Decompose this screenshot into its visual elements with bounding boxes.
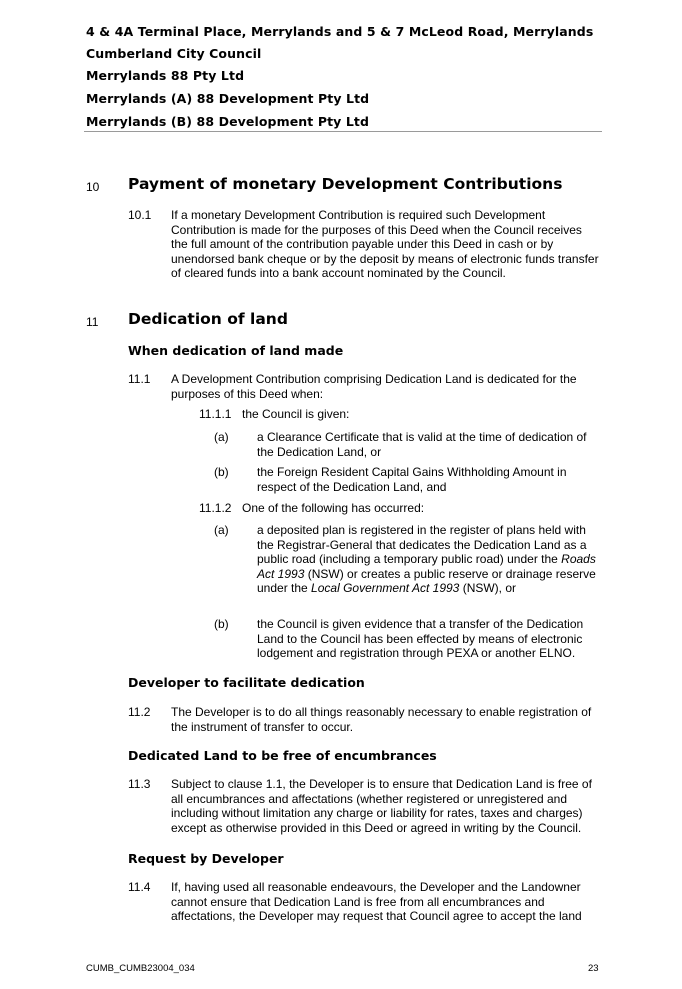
header-line-party-2: Merrylands (A) 88 Development Pty Ltd <box>86 91 370 106</box>
clause-11-1-2-a-text <box>257 523 602 596</box>
clause-11-1-1-label: 11.1.1 <box>199 407 232 421</box>
section-11-title: Dedication of land <box>128 310 288 328</box>
clause-11-1-text: A Development Contribution comprising Dedication Land is dedicated for the purposes of this Deed when: <box>171 372 577 401</box>
clause-11-1-2-b-label: (b) <box>214 617 229 631</box>
clause-11-1-1-a-text: a Clearance Certificate that is valid at the time of dedication of the Dedication Land, or <box>257 430 587 459</box>
clause-11-1-2-b-text: the Council is given evidence that a transfer of the Dedication Land to the Council has been effected by means of electronic lodgement and registration through PEXA or another ELNO. <box>257 617 584 661</box>
section-11-number: 11 <box>86 315 99 329</box>
clause-11-1-2-a-text-part2: (NSW) or creates a public reserve or drainage reserve under the <box>257 566 596 596</box>
roads-act-citation: Roads Act 1993 <box>257 552 596 581</box>
clause-11-1-2-a-label: (a) <box>214 523 229 537</box>
clause-11-1-2-a-text-part1: a deposited plan is registered in the register of plans held with the Registrar-General that dedicates the Dedication Land as a public road (including a temporary public road) under the <box>257 523 587 567</box>
clause-11-1-number: 11.1 <box>128 372 151 386</box>
clause-11-3-number: 11.3 <box>128 777 151 791</box>
header-line-party-1: Merrylands 88 Pty Ltd <box>86 68 245 83</box>
subheading-developer-facilitate: Developer to facilitate dedication <box>128 675 365 690</box>
subheading-free-of-encumbrances: Dedicated Land to be free of encumbrances <box>128 748 437 763</box>
clause-11-1-1-b-text: the Foreign Resident Capital Gains Withholding Amount in respect of the Dedication Land, and <box>257 465 567 494</box>
subheading-request-by-developer: Request by Developer <box>128 851 284 866</box>
clause-11-2-text: The Developer is to do all things reasonably necessary to enable registration of the instrument of transfer to occur. <box>171 705 592 734</box>
local-government-act-citation: Local Government Act 1993 <box>311 581 460 596</box>
header-divider <box>84 131 602 132</box>
clause-11-1-2-a-text-part3: (NSW), or <box>459 581 517 596</box>
section-10-number: 10 <box>86 180 100 194</box>
clause-10-1-number: 10.1 <box>128 208 152 222</box>
subheading-when-dedication: When dedication of land made <box>128 343 344 358</box>
clause-11-3-text: Subject to clause 1.1, the Developer is to ensure that Dedication Land is free of all encumbrances and affectations (whether registered or unregistered and including without limitation any charge or liability for rates, taxes and charges) except as otherwise provided in this Deed or agreed in writing by the Council. <box>171 777 592 835</box>
clause-11-2-number: 11.2 <box>128 705 151 719</box>
footer-page-number: 23 <box>588 963 599 974</box>
clause-11-1-2-label: 11.1.2 <box>199 501 232 515</box>
clause-11-1-2-text: One of the following has occurred: <box>242 501 425 515</box>
clause-10-1-text: If a monetary Development Contribution is required such Development Contribution is made for the purposes of this Deed when the Council receives the full amount of the contribution payable under this Deed in cash or by unendorsed bank cheque or by the deposit by means of electronic funds transfer of cleared funds into a bank account nominated by the Council. <box>171 208 599 281</box>
footer-document-reference: CUMB_CUMB23004_034 <box>86 963 195 974</box>
header-line-council: Cumberland City Council <box>86 46 262 61</box>
header-line-party-3: Merrylands (B) 88 Development Pty Ltd <box>86 114 370 129</box>
clause-11-4-text: If, having used all reasonable endeavours, the Developer and the Landowner cannot ensure that Dedication Land is free from all encumbrances and affectations, the Developer may request that Council agree to accept the land <box>171 880 582 924</box>
clause-11-1-1-b-label: (b) <box>214 465 229 479</box>
clause-11-1-1-text: the Council is given: <box>242 407 350 421</box>
clause-11-4-number: 11.4 <box>128 880 151 894</box>
clause-11-1-1-a-label: (a) <box>214 430 229 444</box>
section-10-title: Payment of monetary Development Contributions <box>128 175 563 193</box>
header-line-address: 4 & 4A Terminal Place, Merrylands and 5 & 7 McLeod Road, Merrylands <box>86 24 594 39</box>
